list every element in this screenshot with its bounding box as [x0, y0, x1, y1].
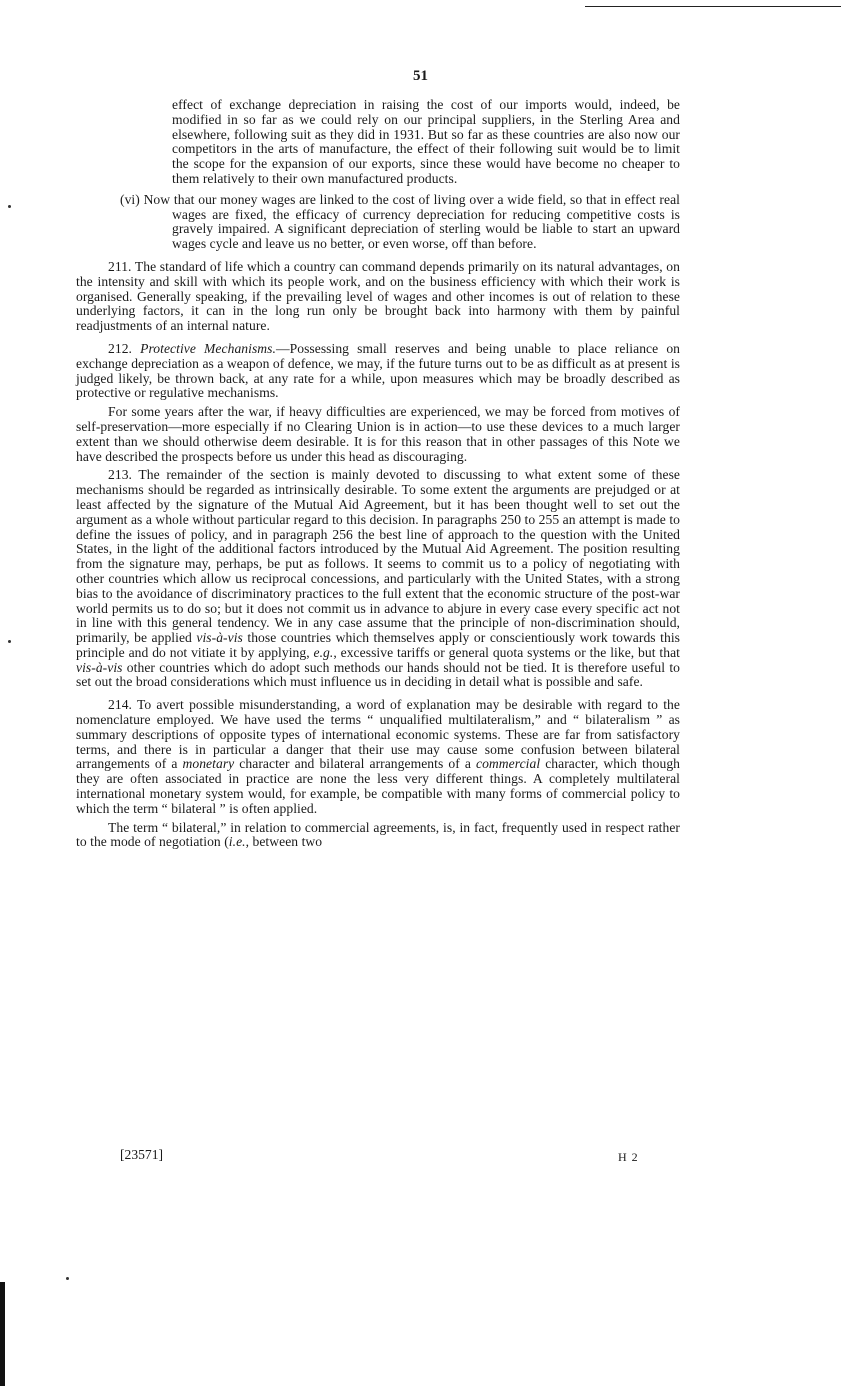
italic-term: vis-à-vis [196, 630, 243, 646]
top-border-rule [585, 6, 841, 7]
paragraph-text: The term “ bilateral,” in relation to commercial agreements, is, in fact, frequently used in respect rather to the mode of negotiation ( [76, 819, 680, 850]
paragraph-212 [76, 342, 680, 401]
paragraph-211: 211. The standard of life which a country can command depends primarily on its natural advantages, on the intensity and skill with which its people work, and on the business efficiency with which their work is organised. Generally speaking, if the prevailing level of wages and other incomes is out of relation to these underlying factors, it can in the long run only be brought back into harmony with them by painful readjustments of an internal nature. [76, 258, 680, 334]
paragraph-text: character and bilateral arrangements of a [234, 756, 476, 772]
paragraph-212-continued: For some years after the war, if heavy difficulties are experienced, we may be forced from motives of self-preservation—more especially if no Clearing Union is in action—to use these devices to a much larger extent than we should otherwise deem desirable. It is for this reason that in other passages of this Note we have described the prospects before us under this head as discouraging. [76, 404, 680, 464]
italic-term: i.e. [228, 834, 246, 850]
margin-speck [66, 1277, 69, 1280]
document-body [76, 98, 680, 850]
paragraph-213 [76, 468, 680, 690]
paragraph-214-continued [76, 821, 680, 851]
italic-term: e.g. [313, 644, 334, 660]
footer-signature-mark: H 2 [618, 1150, 639, 1164]
italic-term: vis-à-vis [76, 659, 123, 675]
paragraph-text: —Possessing small reserves and being unable to place reliance on exchange depreciation as a weapon of defence, we may, if the future turns out to be as difficult as at present is judged likely, be thrown back, at any rate for a while, upon measures which may be broadly described as protective or regulative mechanisms. [76, 340, 681, 401]
paragraph-text: character, which though they are often associated in practice are none the less very different things. A completely multilateral international monetary system would, for example, be compatible with many forms of commercial policy to which the term “ bilateral ” is often applied. [76, 756, 681, 816]
list-item-vi: (vi) Now that our money wages are linked to the cost of living over a wide field, so that in effect real wages are fixed, the efficacy of currency depreciation for reducing competitive costs is gravely impaired. A significant depreciation of sterling would be liable to start an upward wages cycle and leave us no better, or even worse, off than before. [120, 191, 680, 252]
page-number: 51 [413, 68, 428, 84]
scan-edge-mark [0, 1282, 5, 1386]
paragraph-text: 214. To avert possible misunderstanding, a word of explanation may be desirable with regard to the nomenclature employed. We have used the terms “ unqualified multilateralism,” and “ bilateralism ” as summary descriptions of opposite types of international economic systems. These are far from satisfactory terms, and there is in particular a danger that their use may cause some confusion between bilateral arrangements of a [76, 697, 680, 772]
paragraph-number: 212. [108, 340, 132, 356]
section-heading: Protective Mechanisms. [140, 340, 276, 356]
paragraph-214 [76, 698, 680, 816]
footer-document-code: [23571] [120, 1147, 164, 1162]
margin-speck [8, 205, 11, 208]
italic-term: monetary [182, 756, 235, 772]
paragraph-text: 213. The remainder of the section is mainly devoted to discussing to what extent some of these mechanisms should be regarded as intrinsically desirable. To some extent the arguments are prejudged or at least affected by the signature of the Mutual Aid Agreement, but it has been thought well to set out the argument as a whole without particular regard to this decision. In paragraphs 250 to 255 an attempt is made to define the issues of policy, and in paragraph 256 the best line of approach to the question with the United States, in the light of the additional factors introduced by the Mutual Aid Agreement. The position resulting from the signature may, perhaps, be put as follows. It seems to commit us to a policy of negotiating with other countries which allow us reciprocal concessions, and particularly with the United States, with a strong bias to the avoidance of discriminatory practices to the full extent that the economic structure of the post-war world permits us to do so; but it does not commit us in advance to abjure in every case every specific act not in line with this general tendency. We in any case assume that the principle of non-discrimination should, primarily, be applied [76, 467, 680, 646]
paragraph-text: , excessive tariffs or general quota systems or the like, but that [333, 644, 680, 660]
margin-speck [8, 640, 11, 643]
paragraph-text: , between two [245, 834, 323, 850]
paragraph-text: those countries which themselves apply or conscientiously work towards this principle and do not vitiate it by applying, [76, 630, 680, 660]
paragraph-text: other countries which do adopt such methods our hands should not be tied. It is therefore useful to set out the broad considerations which must influence us in deciding in detail what is possible and safe. [76, 659, 680, 690]
italic-term: commercial [475, 756, 541, 772]
paragraph-continuation: effect of exchange depreciation in raising the cost of our imports would, indeed, be modified in so far as we could rely on our principal suppliers, in the Sterling Area and elsewhere, following suit as they did in 1931. But so far as these countries are also now our competitors in the arts of manufacture, the effect of their following suit would be to limit the scope for the expansion of our exports, since these would have become no cheaper to them relatively to their own manufactured products. [172, 97, 680, 186]
